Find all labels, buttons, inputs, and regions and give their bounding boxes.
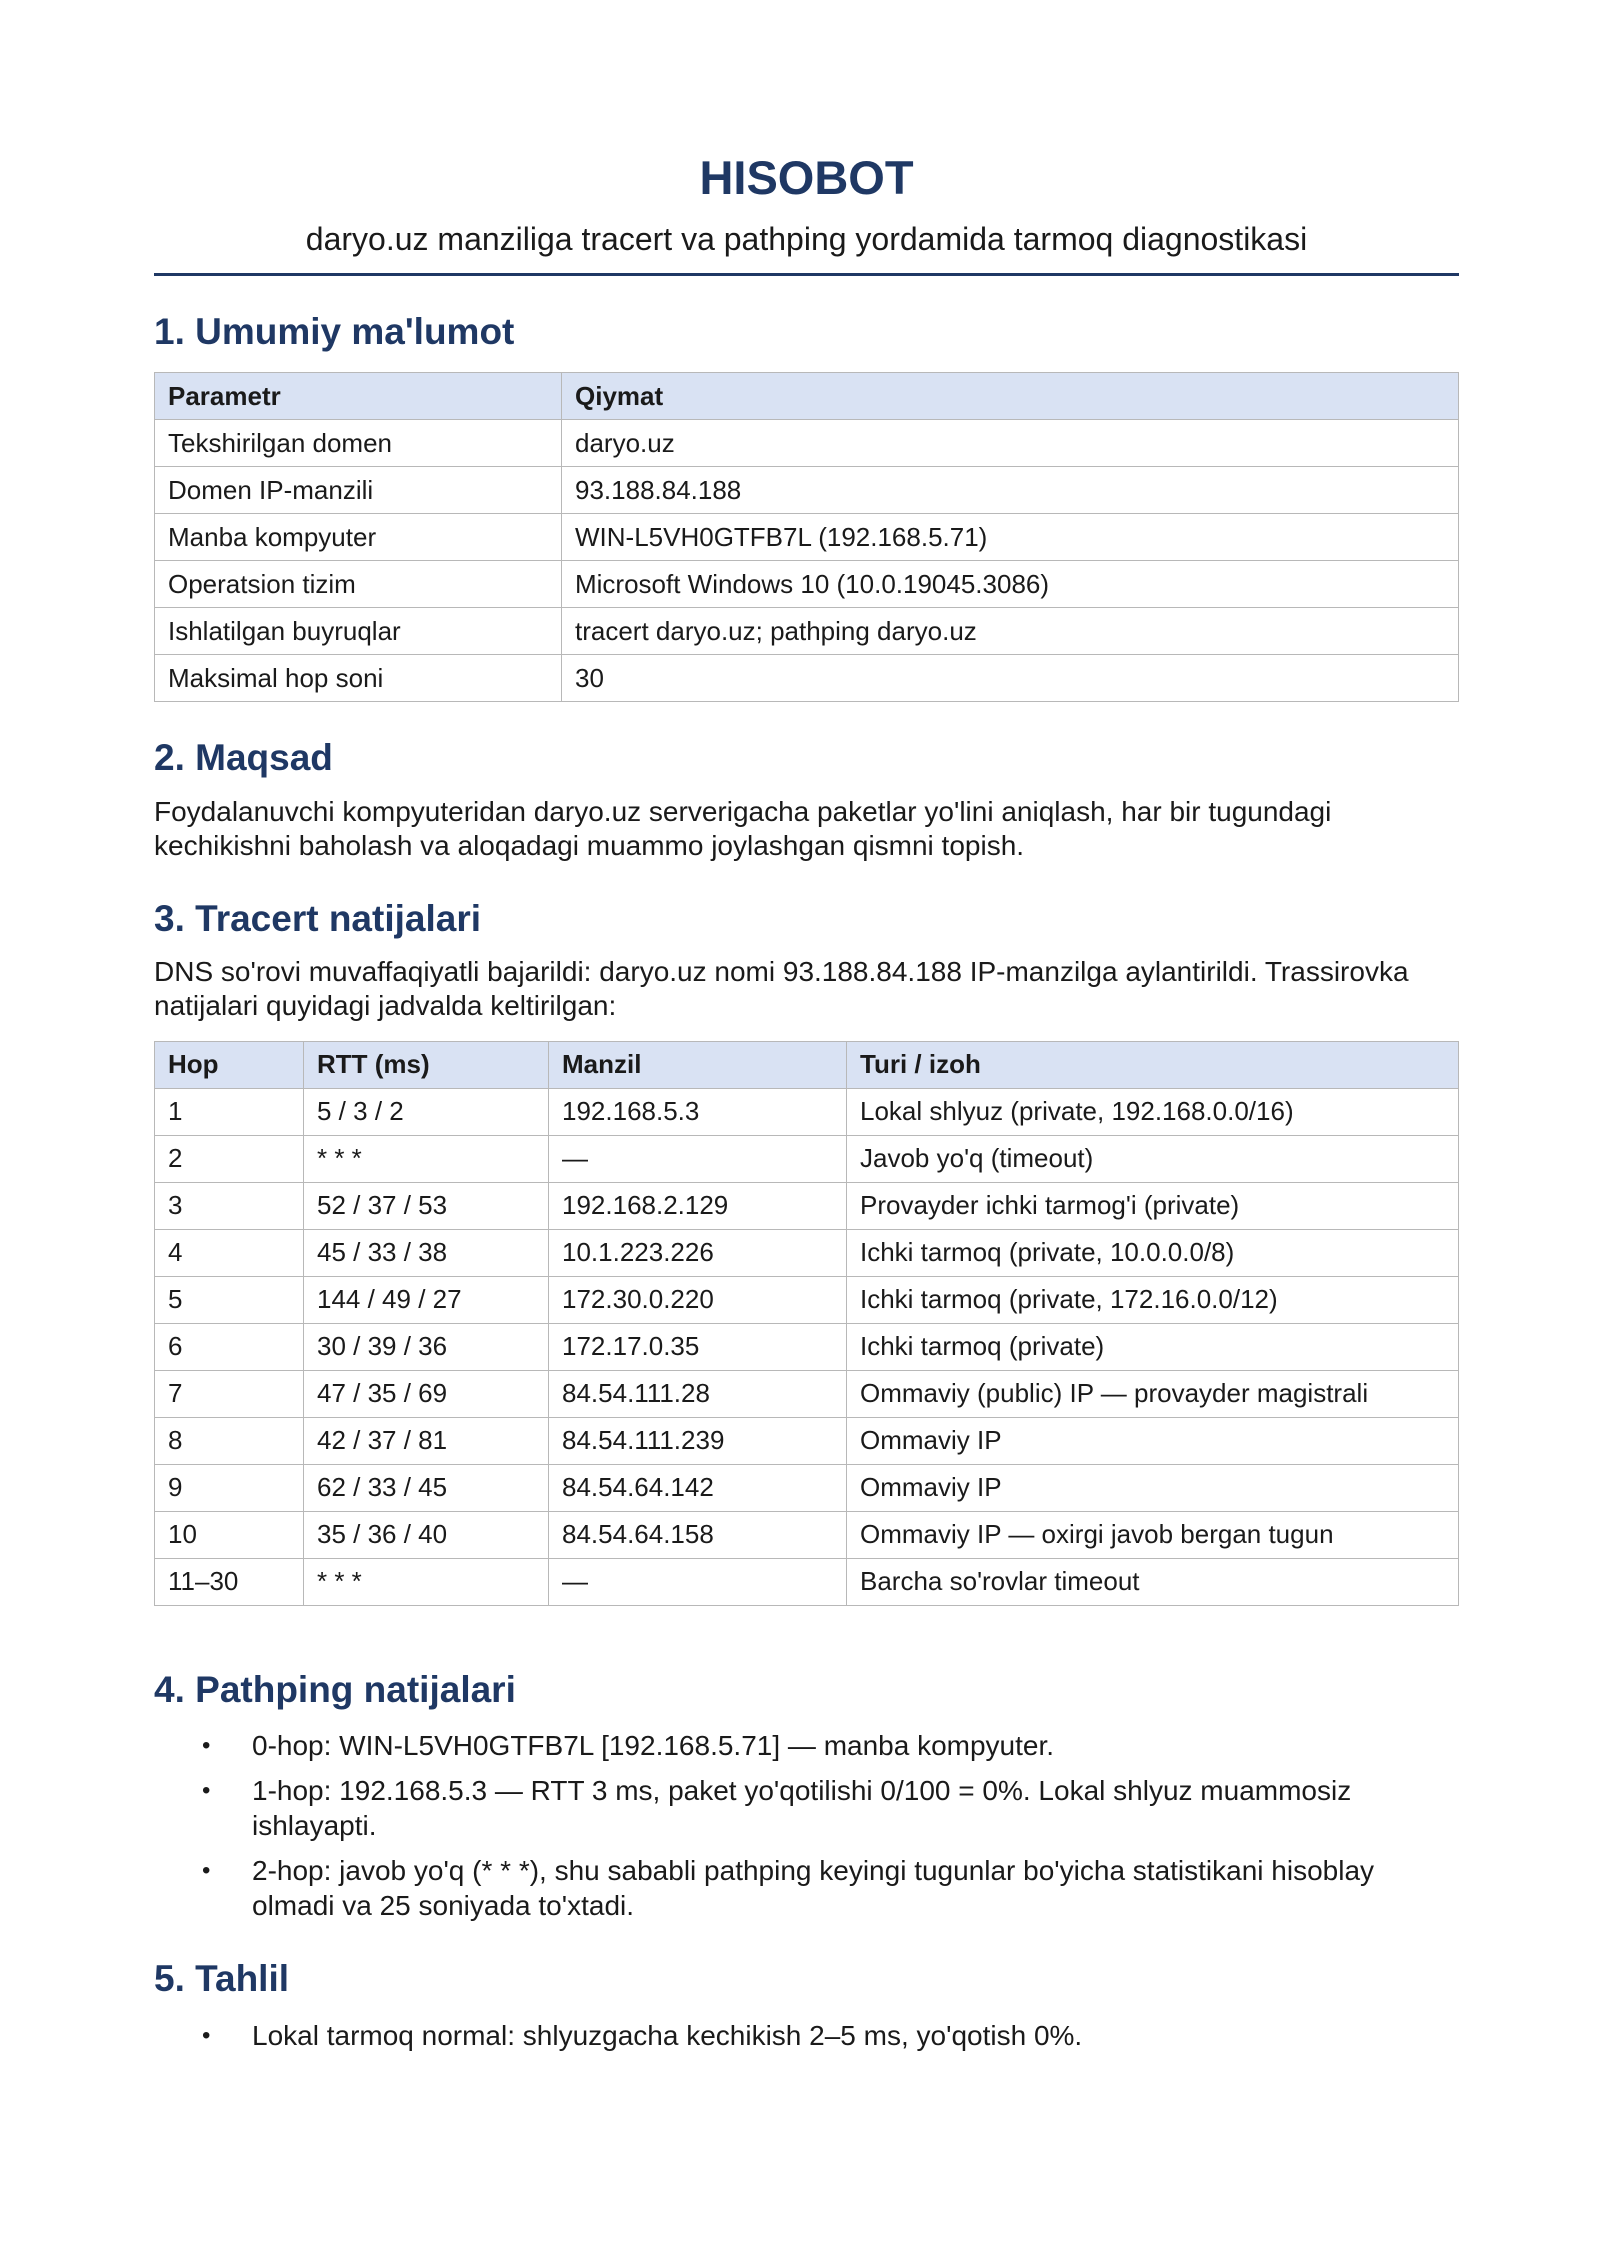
note-cell: Ichki tarmoq (private, 172.16.0.0/12) [847, 1276, 1459, 1323]
table-header-row [155, 373, 1459, 420]
address-cell: 84.54.64.158 [549, 1511, 847, 1558]
table-header-row [155, 1041, 1459, 1088]
hop-cell: 9 [155, 1464, 304, 1511]
rtt-cell: 45 / 33 / 38 [304, 1229, 549, 1276]
rtt-cell: 42 / 37 / 81 [304, 1417, 549, 1464]
table-row [155, 1088, 1459, 1135]
value-cell: 30 [562, 655, 1459, 702]
address-cell: 192.168.5.3 [549, 1088, 847, 1135]
rtt-cell: 62 / 33 / 45 [304, 1464, 549, 1511]
note-cell: Ommaviy IP — oxirgi javob bergan tugun [847, 1511, 1459, 1558]
note-cell: Barcha so'rovlar timeout [847, 1558, 1459, 1605]
list-item-text: 2-hop: javob yo'q (* * *), shu sababli pathping keyingi tugunlar bo'yicha statistikani hisoblay olmadi va 25 soniyada to'xtadi. [252, 1855, 1375, 1922]
rtt-cell: 35 / 36 / 40 [304, 1511, 549, 1558]
list-item-text: Lokal tarmoq normal: shlyuzgacha kechikish 2–5 ms, yo'qotish 0%. [252, 2019, 1083, 2051]
value-cell: Microsoft Windows 10 (10.0.19045.3086) [562, 561, 1459, 608]
note-cell: Ichki tarmoq (private, 10.0.0.0/8) [847, 1229, 1459, 1276]
list-item [154, 1773, 1459, 1843]
tracert-intro-paragraph: DNS so'rovi muvaffaqiyatli bajarildi: daryo.uz nomi 93.188.84.188 IP-manzilga aylantirildi. Trassirovka natijalari quyidagi jadvalda keltirilgan: [154, 955, 1409, 1021]
note-cell: Ommaviy IP [847, 1464, 1459, 1511]
note-cell: Lokal shlyuz (private, 192.168.0.0/16) [847, 1088, 1459, 1135]
list-item [154, 2018, 1459, 2053]
tracert-results-table [154, 1041, 1459, 1606]
table-row [155, 1135, 1459, 1182]
hop-cell: 4 [155, 1229, 304, 1276]
table-row [155, 1182, 1459, 1229]
value-cell: daryo.uz [562, 420, 1459, 467]
table-row [155, 1558, 1459, 1605]
column-header-value: Qiymat [562, 373, 1459, 420]
parameter-cell: Manba kompyuter [155, 514, 562, 561]
document-header [154, 150, 1459, 276]
table-row [155, 608, 1459, 655]
table-row [155, 1511, 1459, 1558]
rtt-cell: 5 / 3 / 2 [304, 1088, 549, 1135]
table-row [155, 1417, 1459, 1464]
table-row [155, 1276, 1459, 1323]
note-cell: Ommaviy IP [847, 1417, 1459, 1464]
address-cell: 84.54.111.239 [549, 1417, 847, 1464]
section-heading-general-info: 1. Umumiy ma'lumot [154, 310, 515, 352]
table-row [155, 561, 1459, 608]
note-cell: Javob yo'q (timeout) [847, 1135, 1459, 1182]
table-row [155, 1370, 1459, 1417]
header-divider [154, 273, 1459, 276]
hop-cell: 5 [155, 1276, 304, 1323]
table-row [155, 420, 1459, 467]
note-cell: Ommaviy (public) IP — provayder magistrali [847, 1370, 1459, 1417]
value-cell: WIN-L5VH0GTFB7L (192.168.5.71) [562, 514, 1459, 561]
hop-cell: 2 [155, 1135, 304, 1182]
hop-cell: 3 [155, 1182, 304, 1229]
column-header-parameter: Parametr [155, 373, 562, 420]
analysis-list [154, 2018, 1459, 2053]
rtt-cell: 47 / 35 / 69 [304, 1370, 549, 1417]
list-item [154, 1728, 1459, 1763]
purpose-paragraph: Foydalanuvchi kompyuteridan daryo.uz serverigacha paketlar yo'lini aniqlash, har bir tugundagi kechikishni baholash va aloqadagi muammo joylashgan qismni topish. [154, 795, 1332, 861]
table-row [155, 514, 1459, 561]
hop-cell: 1 [155, 1088, 304, 1135]
value-cell: 93.188.84.188 [562, 467, 1459, 514]
table-row [155, 1464, 1459, 1511]
address-cell: — [549, 1135, 847, 1182]
address-cell: 84.54.64.142 [549, 1464, 847, 1511]
section-heading-analysis: 5. Tahlil [154, 1958, 290, 2000]
address-cell: 192.168.2.129 [549, 1182, 847, 1229]
hop-cell: 11–30 [155, 1558, 304, 1605]
list-item-text: 1-hop: 192.168.5.3 — RTT 3 ms, paket yo'qotilishi 0/100 = 0%. Lokal shlyuz muammosiz ishlayapti. [252, 1775, 1352, 1842]
address-cell: — [549, 1558, 847, 1605]
general-info-table [154, 372, 1459, 702]
rtt-cell: 144 / 49 / 27 [304, 1276, 549, 1323]
bullet-icon: • [202, 1857, 211, 1885]
note-cell: Provayder ichki tarmog'i (private) [847, 1182, 1459, 1229]
rtt-cell: * * * [304, 1135, 549, 1182]
hop-cell: 10 [155, 1511, 304, 1558]
rtt-cell: 52 / 37 / 53 [304, 1182, 549, 1229]
column-header-type-note: Turi / izoh [847, 1041, 1459, 1088]
bullet-icon: • [202, 1777, 211, 1805]
list-item [154, 1853, 1459, 1923]
bullet-icon: • [202, 2021, 211, 2049]
rtt-cell: * * * [304, 1558, 549, 1605]
table-row [155, 467, 1459, 514]
document-subtitle: daryo.uz manziliga tracert va pathping yordamida tarmoq diagnostikasi [305, 221, 1308, 258]
column-header-address: Manzil [549, 1041, 847, 1088]
address-cell: 84.54.111.28 [549, 1370, 847, 1417]
address-cell: 172.17.0.35 [549, 1323, 847, 1370]
note-cell: Ichki tarmoq (private) [847, 1323, 1459, 1370]
bullet-icon: • [202, 1732, 211, 1760]
parameter-cell: Domen IP-manzili [155, 467, 562, 514]
document-title: HISOBOT [699, 151, 914, 204]
table-row [155, 655, 1459, 702]
parameter-cell: Tekshirilgan domen [155, 420, 562, 467]
rtt-cell: 30 / 39 / 36 [304, 1323, 549, 1370]
column-header-rtt: RTT (ms) [304, 1041, 549, 1088]
hop-cell: 7 [155, 1370, 304, 1417]
value-cell: tracert daryo.uz; pathping daryo.uz [562, 608, 1459, 655]
table-row [155, 1229, 1459, 1276]
list-item-text: 0-hop: WIN-L5VH0GTFB7L [192.168.5.71] — manba kompyuter. [252, 1730, 1055, 1762]
address-cell: 172.30.0.220 [549, 1276, 847, 1323]
parameter-cell: Ishlatilgan buyruqlar [155, 608, 562, 655]
column-header-hop: Hop [155, 1041, 304, 1088]
table-row [155, 1323, 1459, 1370]
section-heading-tracert-results: 3. Tracert natijalari [154, 897, 482, 939]
parameter-cell: Maksimal hop soni [155, 655, 562, 702]
section-heading-pathping-results: 4. Pathping natijalari [154, 1668, 516, 1710]
pathping-list [154, 1728, 1459, 1923]
hop-cell: 8 [155, 1417, 304, 1464]
hop-cell: 6 [155, 1323, 304, 1370]
section-heading-purpose: 2. Maqsad [154, 737, 333, 779]
parameter-cell: Operatsion tizim [155, 561, 562, 608]
address-cell: 10.1.223.226 [549, 1229, 847, 1276]
